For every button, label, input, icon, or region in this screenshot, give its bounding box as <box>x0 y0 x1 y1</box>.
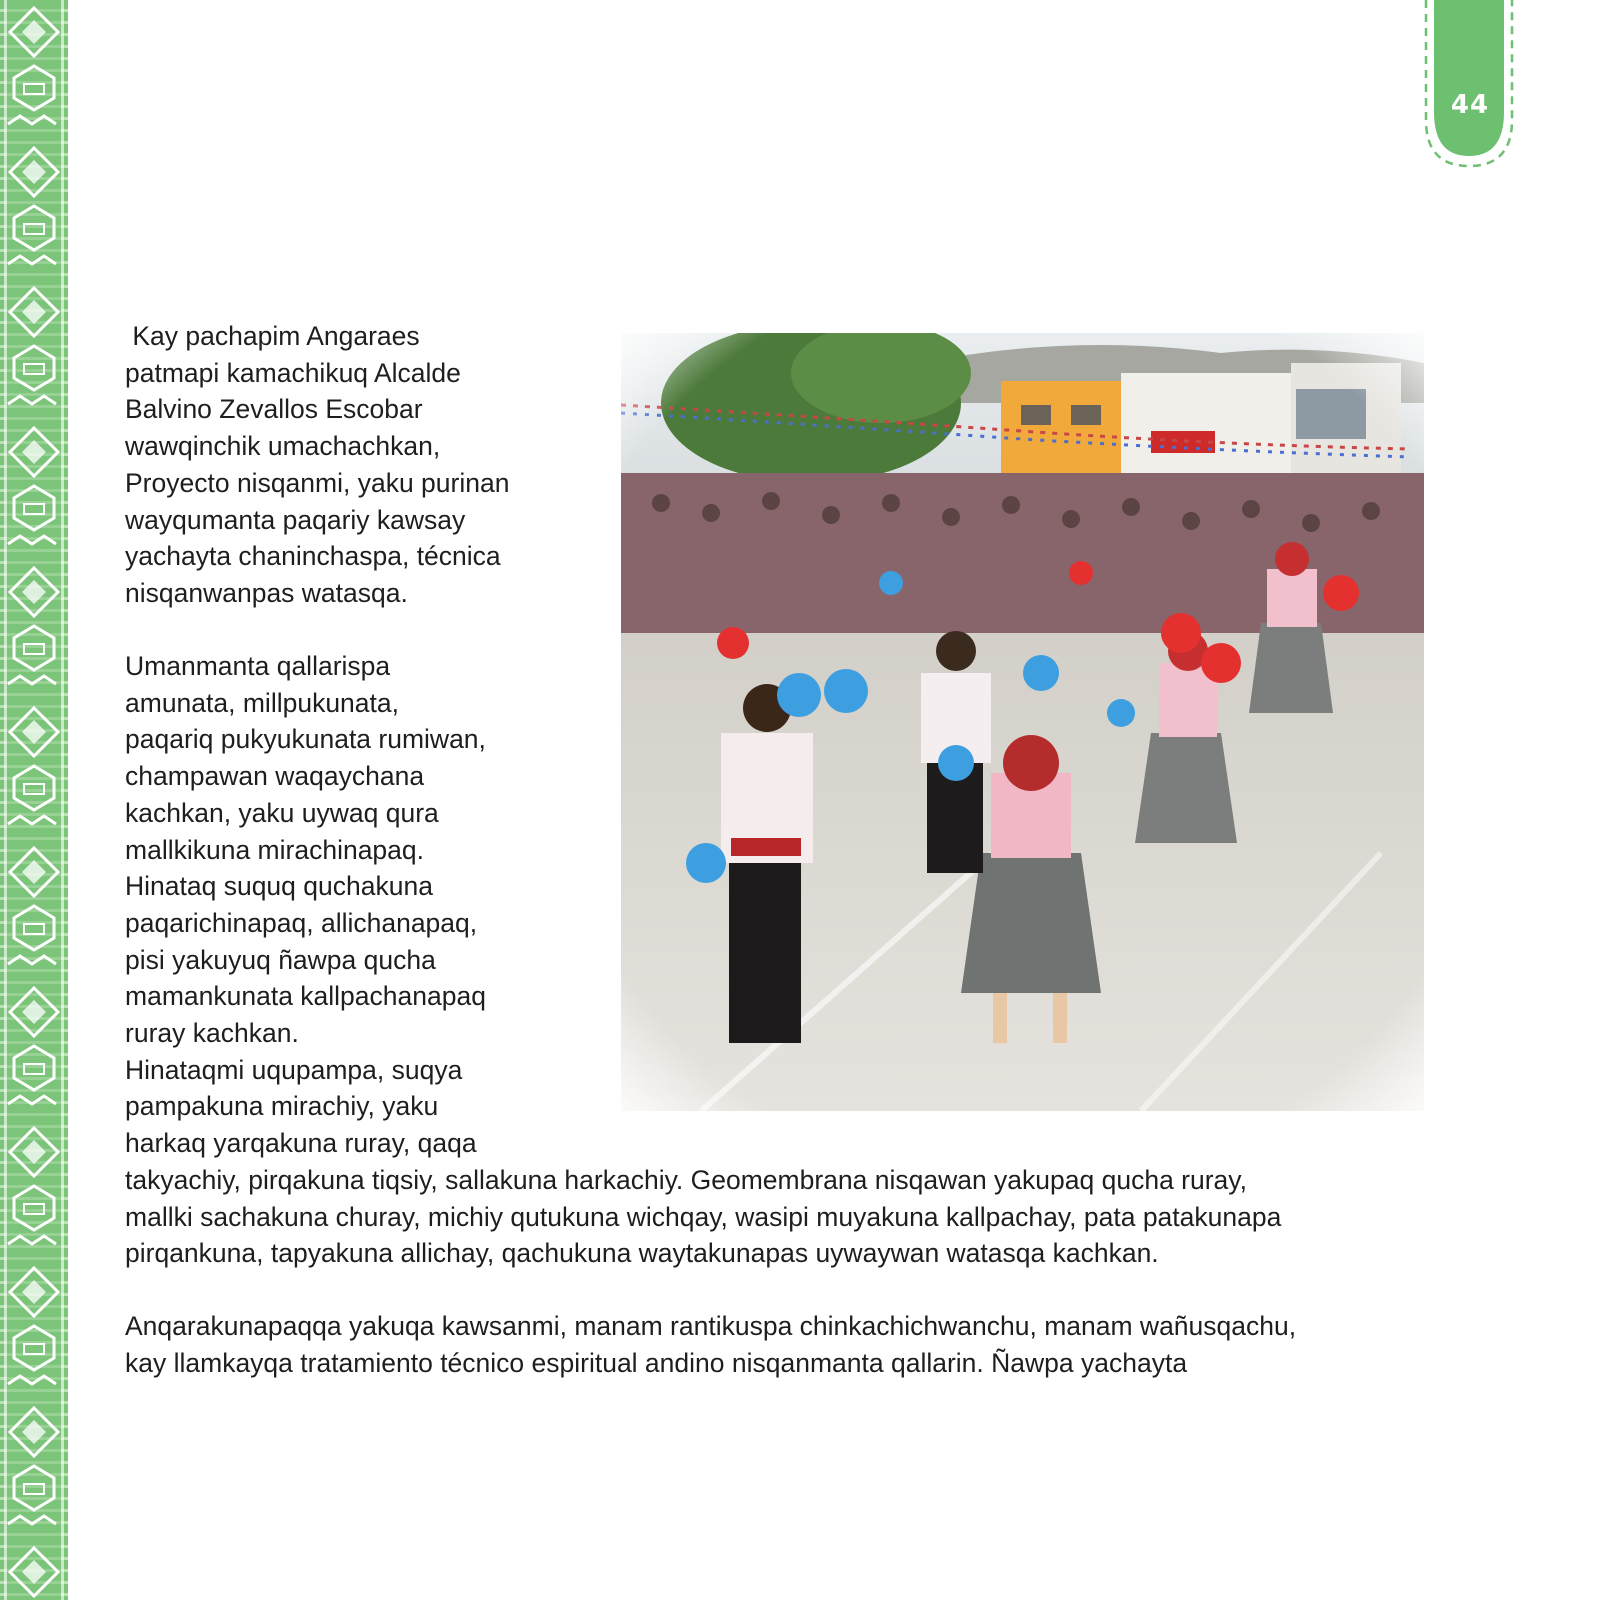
paragraph-conservation: Umanmanta qallarispa amunata, millpukunata, paqariq pukyukunata rumiwan, champawan waqaychana kachkan, yaku uywaq qura mallkikuna mirachinapaq. Hinataq suquq quchakuna paqarichinapaq, allichanapaq, pisi yakuyuq ñawpa qucha mamankunata kallpachanapaq ruray kachkan. Hinataqmi uqupampa, suqya pampakuna mirachiy, yaku harkaq yarqakuna ruray, qaqa <box>125 651 486 1159</box>
festival-photo <box>621 333 1424 1111</box>
page-number-tab <box>1424 0 1514 168</box>
paragraph-conservation-continued: takyachiy, pirqakuna tiqsiy, sallakuna harkachiy. Geomembrana nisqawan yakupaq qucha ruray, mallki sachakuna churay, michiy qutukuna wichqay, wasipi muyakuna kallpachay, pata patakunapa pirqankuna, tapyakuna allichay, qachukuna waytakunapas uywaywan watasqa kachkan. <box>125 1165 1282 1269</box>
andean-pattern-icon <box>0 0 68 1600</box>
page-tab-icon <box>1424 0 1514 168</box>
paragraph-intro: Kay pachapim Angaraes patmapi kamachikuq Alcalde Balvino Zevallos Escobar wawqinchik umachachkan, Proyecto nisqanmi, yaku purinan wayqumanta paqariy kawsay yachayta chaninchaspa, técnica nisqanwanpas watasqa. <box>125 321 510 608</box>
page-number: 44 <box>1450 90 1490 120</box>
dancers-photo-image <box>621 333 1424 1111</box>
paragraph-water-spiritual: Anqarakunapaqqa yakuqa kawsanmi, manam rantikuspa chinkachichwanchu, manam wañusqachu, kay llamkayqa tratamiento técnico espiritual andino nisqanmanta qallarin. Ñawpa yachayta <box>125 1311 1297 1378</box>
decorative-border <box>0 0 68 1600</box>
